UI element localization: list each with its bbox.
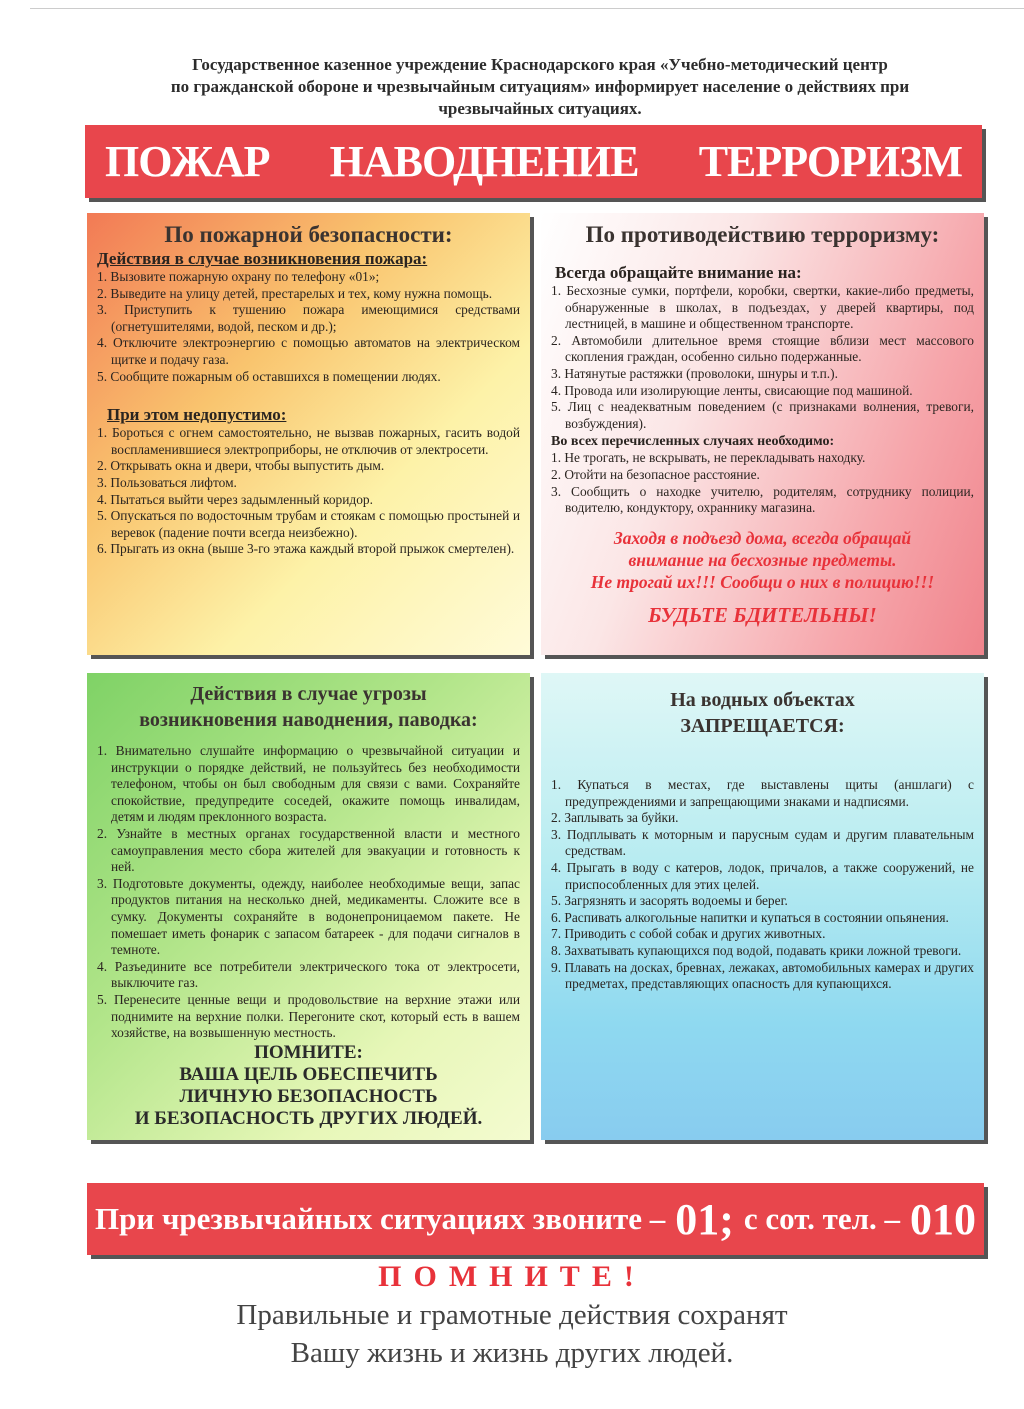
water-forbidden-list <box>551 777 974 993</box>
warning-line: Заходя в подъезд дома, всегда обращай <box>613 527 912 548</box>
closing-line: Вашу жизнь и жизнь других людей. <box>290 1337 734 1369</box>
mobile-number: 010 <box>910 1194 977 1244</box>
list-item: 4. Разъедините все потребители электрического тока от электросети, выключите газ. <box>97 958 520 991</box>
list-item: 1. Бесхозные сумки, портфели, коробки, свертки, какие-либо предметы, обнаруженные в школах, в подъездах, у дверей квартиры, под лестницей, в машине и общественном транспорте. <box>551 283 974 332</box>
list-item: 3. Приступить к тушению пожара имеющимися средствами (огнетушителями, водой, песком и др.); <box>97 302 520 334</box>
list-item: 2. Автомобили длительное время стоящие вблизи мест массового скопления граждан, особенно сильно подержанные. <box>551 332 974 365</box>
list-item: 2. Открывать окна и двери, чтобы выпустить дым. <box>97 458 385 474</box>
list-item: 3. Подплывать к моторным и парусным судам и другим плавательным средствам. <box>551 826 974 859</box>
list-item: 1. Не трогать, не вскрывать, не перекладывать находку. <box>551 450 866 466</box>
phone-text: При чрезвычайных ситуациях звоните – <box>94 1201 666 1236</box>
panel-title: По противодействию терроризму: <box>585 222 940 247</box>
remember-heading: ПОМНИТЕ! <box>378 1260 646 1293</box>
panel-title <box>97 681 520 733</box>
list-item: 4. Пытаться выйти через задымленный коридор. <box>97 491 373 507</box>
flood-remember <box>97 1042 520 1130</box>
water-panel <box>541 673 984 1140</box>
list-item: 3. Сообщить о находке учителю, родителям, сотруднику полиции, водителю, кондуктору, охраннику магазина. <box>551 483 974 516</box>
list-item: 2. Заплывать за буйки. <box>551 810 679 826</box>
panel-title: По пожарной безопасности: <box>164 222 453 247</box>
remember-line: ВАША ЦЕЛЬ ОБЕСПЕЧИТЬ <box>179 1063 438 1085</box>
warning-line: Не трогай их!!! Сообщи о них в полицию!!! <box>590 571 935 592</box>
title-line: Действия в случае угрозы <box>190 683 427 705</box>
list-item: 2. Отойти на безопасное расстояние. <box>551 466 760 482</box>
list-item: 3. Натянутые растяжки (проволоки, шнуры и т.п.). <box>551 365 838 381</box>
list-item: 5. Загрязнять и засорять водоемы и берег. <box>551 893 788 909</box>
flood-panel <box>87 673 530 1140</box>
fire-forbidden-list <box>97 425 520 558</box>
list-item: 1. Бороться с огнем самостоятельно, не вызвав пожарных, гасить водой воспламенившиеся электроприборы, не отключив от электросети. <box>97 425 520 457</box>
closing-line: Правильные и грамотные действия сохранят <box>236 1299 788 1331</box>
vigilance-alert: БУДЬТЕ БДИТЕЛЬНЫ! <box>648 602 877 627</box>
list-item: 5. Перенесите ценные вещи и продовольствие на верхние этажи или поднимите на верхние полки. Перегоните скот, который есть в вашем хозяйстве, на возвышенную местность. <box>97 991 520 1041</box>
list-item: 5. Лиц с неадекватным поведением (с признаками волнения, тревоги, возбуждения). <box>551 399 974 431</box>
remember-line: И БЕЗОПАСНОСТЬ ДРУГИХ ЛЮДЕЙ. <box>134 1107 483 1129</box>
title-line: возникновения наводнения, паводка: <box>139 709 478 731</box>
list-item: 6. Прыгать из окна (выше 3-го этажа каждый второй прыжок смертелен). <box>97 541 515 557</box>
terrorism-panel <box>541 213 984 655</box>
list-item: 8. Захватывать купающихся под водой, подавать крики ложной тревоги. <box>551 942 962 958</box>
intro-line: по гражданской обороне и чрезвычайным ситуациям» информирует население о действиях при <box>170 77 910 96</box>
list-item: 4. Провода или изолирующие ленты, свисающие под машиной. <box>551 382 913 398</box>
list-item: 5. Сообщите пожарным об оставшихся в помещении людях. <box>97 368 441 384</box>
banner-terrorism: ТЕРРОРИЗМ <box>698 137 962 186</box>
terror-watch-list <box>551 283 974 432</box>
mobile-text: с сот. тел. – <box>743 1201 901 1236</box>
remember-line: ЛИЧНУЮ БЕЗОПАСНОСТЬ <box>179 1085 438 1107</box>
phone-number: 01; <box>675 1194 734 1244</box>
banner-fire: ПОЖАР <box>105 137 270 186</box>
intro-line: чрезвычайных ситуациях. <box>438 99 642 118</box>
page-edge <box>30 8 1024 9</box>
intro-line: Государственное казенное учреждение Краснодарского края «Учебно-методический центр <box>192 55 888 74</box>
list-item: 4. Отключите электроэнергию с помощью автоматов на электрическом щитке и подачу газа. <box>97 335 520 367</box>
flood-actions-list <box>97 743 520 1042</box>
list-item: 2. Выведите на улицу детей, престарелых и тех, кому нужна помощь. <box>97 285 493 301</box>
list-item: 1. Вызовите пожарную охрану по телефону «01»; <box>97 269 380 284</box>
list-item: 2. Узнайте в местных органах государственной власти и местного самоуправления место сбора жителей для эвакуации и готовность к ней. <box>97 825 520 875</box>
panel-subtitle: Во всех перечисленных случаях необходимо: <box>551 434 835 450</box>
closing-text <box>0 1296 1024 1372</box>
panel-subtitle: Всегда обращайте внимание на: <box>555 263 802 282</box>
list-item: 4. Прыгать в воду с катеров, лодок, причалов, а также сооружений, не приспособленных для этих целей. <box>551 859 974 892</box>
fire-safety-panel <box>87 213 530 655</box>
panel-title <box>551 687 974 739</box>
remember-line: ПОМНИТЕ: <box>254 1041 363 1063</box>
list-item: 9. Плавать на досках, бревнах, лежаках, автомобильных камерах и других предметах, представляющих опасность для купающихся. <box>551 959 974 992</box>
title-line: На водных объектах <box>670 689 855 711</box>
list-item: 5. Опускаться по водосточным трубам и стоякам с помощью простыней и веревок (падение почти всегда неизбежно). <box>97 508 520 540</box>
list-item: 1. Внимательно слушайте информацию о чрезвычайной ситуации и инструкции о порядке действий, не пользуйтесь без необходимости телефоном, чтобы он был свободным для связи с вами. Сохраняйте спокойствие, предупредите соседей, окажите помощь инвалидам, детям и людям преклонного возраста. <box>97 743 520 825</box>
list-item: 7. Приводить с собой собак и других животных. <box>551 926 826 942</box>
panel-subtitle: При этом недопустимо: <box>107 405 287 425</box>
title-line: ЗАПРЕЩАЕТСЯ: <box>680 715 845 737</box>
panel-subtitle: Действия в случае возникновения пожара: <box>97 249 428 268</box>
banner-flood: НАВОДНЕНИЕ <box>329 137 639 186</box>
warning-line: внимание на бесхозные предметы. <box>628 549 897 570</box>
list-item: 3. Пользоваться лифтом. <box>97 474 237 490</box>
list-item: 3. Подготовьте документы, одежду, наиболее необходимые вещи, запас продуктов питания на несколько дней, медикаменты. Сложите все в сумку. Документы сохраняйте в водонепроницаемом пакете. Не помешает иметь фонарик с запасом батареек - для подачи сигналов в темноте. <box>97 875 520 958</box>
topic-banner <box>85 125 982 198</box>
list-item: 6. Распивать алкогольные напитки и купаться в состоянии опьянения. <box>551 909 949 925</box>
emergency-phone-banner <box>87 1183 984 1255</box>
fire-actions-list <box>97 269 520 385</box>
list-item: 1. Купаться в местах, где выставлены щиты (аншлаги) с предупреждениями и запрещающими знаками и надписями. <box>551 777 974 809</box>
terror-actions-list <box>551 450 974 516</box>
intro-text <box>90 54 990 120</box>
